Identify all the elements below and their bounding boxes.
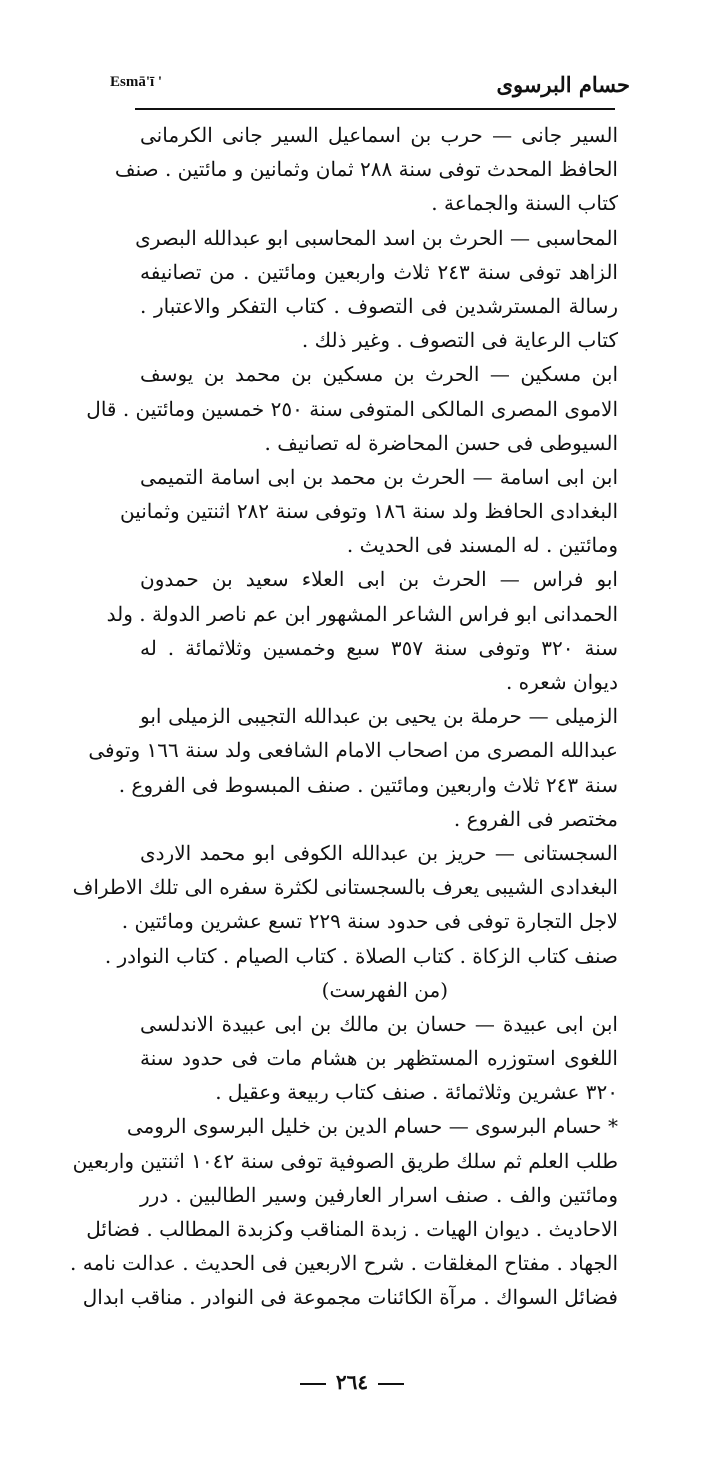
running-header xyxy=(110,66,630,106)
text-line: ديوان شعره . xyxy=(505,670,618,694)
text-line: المحاسبى — الحرث بن اسد المحاسبى ابو عبدالله البصرى xyxy=(135,225,618,250)
text-line: مختصر فى الفروع . xyxy=(453,806,618,831)
text-line: الزميلى — حرملة بن يحيى بن عبدالله التجيبى الزميلى ابو xyxy=(140,704,618,729)
page-footer xyxy=(0,1370,704,1394)
text-line: ابن ابى اسامة — الحرث بن محمد بن ابى اسامة التميمى xyxy=(140,464,618,489)
footer-dash-right xyxy=(378,1383,404,1385)
text-line: سنة ٣٢٠ وتوفى سنة ٣٥٧ سبع وخمسين وثلاثمائة . له xyxy=(140,635,619,660)
text-line: ابو فراس — الحرث بن ابى العلاء سعيد بن حمدون xyxy=(140,567,618,592)
text-line: سنة ٢٤٣ ثلاث واربعين ومائتين . صنف المبسوط فى الفروع . xyxy=(118,772,618,797)
text-line: صنف كتاب الزكاة . كتاب الصلاة . كتاب الصيام . كتاب النوادر . xyxy=(104,943,618,968)
text-line: ابن ابى عبيدة — حسان بن مالك بن ابى عبيدة الاندلسى xyxy=(140,1011,618,1036)
text-line: السجستانى — حريز بن عبدالله الكوفى ابو محمد الاردى xyxy=(140,840,618,865)
text-line: البغدادى الحافظ ولد سنة ١٨٦ وتوفى سنة ٢٨٢ اثنتين وثمانين xyxy=(119,499,618,524)
header-title: حسام البرسوى xyxy=(496,72,630,97)
footer-dash-left xyxy=(300,1383,326,1385)
text-line: الاموى المصرى المالكى المتوفى سنة ٢٥٠ خمسين ومائتين . قال xyxy=(86,396,618,421)
text-line: كتاب السنة والجماعة . xyxy=(431,191,618,216)
text-line: الاحاديث . ديوان الهيات . زبدة المناقب وكزبدة المطالب . فضائل xyxy=(86,1217,618,1241)
text-line: رسالة المسترشدين فى التصوف . كتاب التفكر والاعتبار . xyxy=(140,293,618,318)
text-line: الحمدانى ابو فراس الشاعر المشهور ابن عم ناصر الدولة . ولد xyxy=(106,601,618,626)
text-line: البغدادى الشيبى يعرف بالسجستانى لكثرة سفره الى تلك الاطراف xyxy=(72,875,618,900)
text-line: فضائل السواك . مرآة الكائنات مجموعة فى النوادر . مناقب ابدال xyxy=(82,1285,618,1310)
text-line: اللغوى استوزره المستظهر بن هشام مات فى حدود سنة xyxy=(140,1046,618,1071)
text-line: طلب العلم ثم سلك طريق الصوفية توفى سنة ١٠٤٢ اثنتين واربعين xyxy=(72,1148,618,1173)
text-line: السيوطى فى حسن المحاضرة له تصانيف . xyxy=(264,430,618,455)
header-left-title: Esmā'ī ' xyxy=(110,74,163,90)
page-body xyxy=(70,118,619,1315)
text-line: الزاهد توفى سنة ٢٤٣ ثلاث واربعين ومائتين . من تصانيفه xyxy=(140,259,618,284)
text-line: كتاب الرعاية فى التصوف . وغير ذلك . xyxy=(301,328,618,353)
text-line: عبدالله المصرى من اصحاب الامام الشافعى ولد سنة ١٦٦ وتوفى xyxy=(88,738,618,763)
page-number: ٢٦٤ xyxy=(335,1370,369,1394)
text-line: الحافظ المحدث توفى سنة ٢٨٨ ثمان وثمانين و مائتين . صنف xyxy=(114,157,618,182)
text-line: لاجل التجارة توفى فى حدود سنة ٢٢٩ تسع عشرين ومائتين . xyxy=(121,909,618,934)
text-line: ومائتين والف . صنف اسرار العارفين وسير الطالبين . درر xyxy=(140,1182,618,1207)
text-line: (من الفهرست) xyxy=(321,977,448,1002)
text-line: ابن مسكين — الحرث بن مسكين بن محمد بن يوسف xyxy=(140,362,618,387)
text-line: * حسام البرسوى — حسام الدين بن خليل البرسوى الرومى xyxy=(126,1114,618,1139)
header-rule xyxy=(135,108,615,110)
text-line: ومائتين . له المسند فى الحديث . xyxy=(346,533,618,558)
text-line: ٣٢٠ عشرين وثلاثمائة . صنف كتاب ربيعة وعقيل . xyxy=(215,1080,618,1105)
text-line: السير جانى — حرب بن اسماعيل السير جانى الكرمانى xyxy=(140,123,618,147)
text-line: الجهاد . مفتاح المغلقات . شرح الاربعين فى الحديث . عدالت نامه . xyxy=(70,1251,618,1276)
